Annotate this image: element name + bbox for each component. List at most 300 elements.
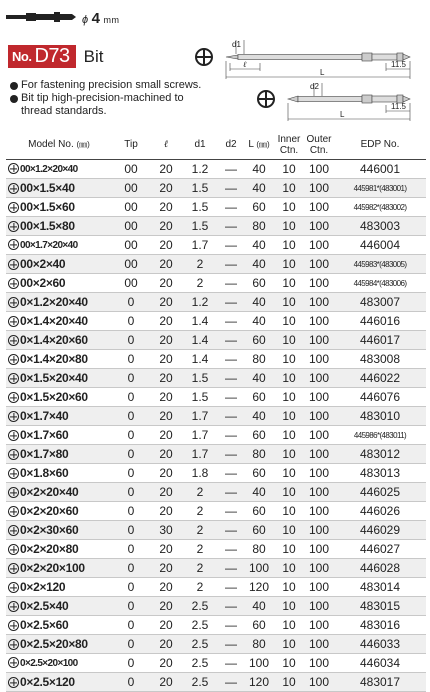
outer-cell: 100 xyxy=(304,464,334,483)
tip-cell: 0 xyxy=(112,521,150,540)
edp-cell: 446026 xyxy=(334,502,426,521)
L-cell: 80 xyxy=(244,445,274,464)
phillips-cross-icon xyxy=(8,544,19,555)
model-number-cell: 0×1.4×20×40 xyxy=(6,312,112,331)
col-inner: Inner Ctn. xyxy=(274,130,304,160)
phillips-cross-icon xyxy=(8,487,19,498)
d2-cell: — xyxy=(218,369,244,388)
model-number-cell: 0×2.5×60 xyxy=(6,616,112,635)
l-cell: 20 xyxy=(150,388,182,407)
tip-cell: 00 xyxy=(112,179,150,198)
col-L: L (㎜) xyxy=(244,130,274,160)
phillips-cross-icon xyxy=(8,202,19,213)
col-edp: EDP No. xyxy=(334,130,426,160)
tip-cell: 0 xyxy=(112,673,150,692)
inner-cell: 10 xyxy=(274,407,304,426)
edp-cell: 446033 xyxy=(334,635,426,654)
bit-silhouette-icon xyxy=(6,10,76,24)
table-row xyxy=(6,198,426,217)
tip-cell: 0 xyxy=(112,350,150,369)
model-number-cell: 0×1.5×20×60 xyxy=(6,388,112,407)
d2-cell: — xyxy=(218,502,244,521)
tip-cell: 0 xyxy=(112,483,150,502)
table-row xyxy=(6,407,426,426)
table-row xyxy=(6,274,426,293)
table-row xyxy=(6,331,426,350)
phillips-cross-icon xyxy=(8,468,19,479)
L-cell: 60 xyxy=(244,198,274,217)
outer-cell: 100 xyxy=(304,160,334,179)
model-number-cell: 0×1.7×60 xyxy=(6,426,112,445)
tip-cell: 0 xyxy=(112,407,150,426)
edp-cell: 483010 xyxy=(334,407,426,426)
l-cell: 20 xyxy=(150,236,182,255)
tip-cell: 0 xyxy=(112,578,150,597)
inner-cell: 10 xyxy=(274,350,304,369)
l-cell: 20 xyxy=(150,540,182,559)
phillips-cross-icon xyxy=(8,259,19,270)
edp-cell: 446004 xyxy=(334,236,426,255)
tip-cell: 0 xyxy=(112,388,150,407)
inner-cell: 10 xyxy=(274,369,304,388)
d1-cell: 1.2 xyxy=(182,293,218,312)
d2-cell: — xyxy=(218,521,244,540)
tip-cell: 00 xyxy=(112,255,150,274)
d1-cell: 1.5 xyxy=(182,217,218,236)
inner-cell: 10 xyxy=(274,445,304,464)
L-label-bottom: L xyxy=(340,110,345,119)
model-number-cell: 0×2×120 xyxy=(6,578,112,597)
edp-cell: 446016 xyxy=(334,312,426,331)
d1-cell: 1.2 xyxy=(182,160,218,179)
shaft-unit: mm xyxy=(103,15,120,25)
phillips-cross-icon xyxy=(8,297,19,308)
phillips-cross-section-icon-bottom xyxy=(258,91,274,107)
inner-cell: 10 xyxy=(274,578,304,597)
table-row xyxy=(6,179,426,198)
inner-cell: 10 xyxy=(274,540,304,559)
d2-cell: — xyxy=(218,540,244,559)
outer-cell: 100 xyxy=(304,521,334,540)
inner-cell: 10 xyxy=(274,616,304,635)
table-row xyxy=(6,350,426,369)
model-number-cell: 0×1.5×20×40 xyxy=(6,369,112,388)
tip-cell: 0 xyxy=(112,616,150,635)
l-cell: 20 xyxy=(150,350,182,369)
tip-cell: 00 xyxy=(112,160,150,179)
d2-label: d2 xyxy=(310,82,319,91)
l-cell: 20 xyxy=(150,597,182,616)
outer-cell: 100 xyxy=(304,369,334,388)
d1-cell: 2.5 xyxy=(182,597,218,616)
edp-cell: 446029 xyxy=(334,521,426,540)
col-outer: Outer Ctn. xyxy=(304,130,334,160)
table-row xyxy=(6,635,426,654)
hex-length-label: 11.5 xyxy=(391,60,406,69)
l-cell: 30 xyxy=(150,521,182,540)
inner-cell: 10 xyxy=(274,217,304,236)
d1-cell: 2 xyxy=(182,502,218,521)
model-number-cell: 0×2.5×20×100 xyxy=(6,654,112,673)
l-label: ℓ xyxy=(243,60,247,69)
outer-cell: 100 xyxy=(304,293,334,312)
inner-cell: 10 xyxy=(274,198,304,217)
d2-cell: — xyxy=(218,217,244,236)
col-d1: d1 xyxy=(182,130,218,160)
l-cell: 20 xyxy=(150,673,182,692)
shaft-diameter-value: 4 xyxy=(91,10,101,27)
model-number-cell: 00×1.5×40 xyxy=(6,179,112,198)
d1-cell: 2 xyxy=(182,578,218,597)
l-cell: 20 xyxy=(150,445,182,464)
d2-cell: — xyxy=(218,274,244,293)
tip-cell: 0 xyxy=(112,293,150,312)
edp-cell: 446076 xyxy=(334,388,426,407)
product-number-badge xyxy=(8,45,76,68)
table-row xyxy=(6,464,426,483)
d1-cell: 2 xyxy=(182,521,218,540)
edp-cell: 446022 xyxy=(334,369,426,388)
phillips-cross-icon xyxy=(8,183,19,194)
outer-cell: 100 xyxy=(304,350,334,369)
feature-item: Bit tip high-precision-machined to thread standards. xyxy=(10,92,201,118)
model-number-cell: 00×2×60 xyxy=(6,274,112,293)
d2-cell: — xyxy=(218,179,244,198)
phi-symbol: ϕ xyxy=(82,14,89,26)
d1-label: d1 xyxy=(232,40,241,49)
edp-cell: 483013 xyxy=(334,464,426,483)
phillips-cross-icon xyxy=(8,506,19,517)
d1-cell: 2.5 xyxy=(182,616,218,635)
l-cell: 20 xyxy=(150,578,182,597)
edp-cell: 446028 xyxy=(334,559,426,578)
edp-cell: 445984*(483006) xyxy=(334,274,426,293)
d2-cell: — xyxy=(218,293,244,312)
d1-cell: 1.7 xyxy=(182,236,218,255)
edp-cell: 445982*(483002) xyxy=(334,198,426,217)
L-cell: 40 xyxy=(244,236,274,255)
edp-cell: 483014 xyxy=(334,578,426,597)
l-cell: 20 xyxy=(150,426,182,445)
tip-cell: 0 xyxy=(112,540,150,559)
inner-cell: 10 xyxy=(274,179,304,198)
L-cell: 120 xyxy=(244,673,274,692)
feature-list xyxy=(10,79,201,118)
L-cell: 120 xyxy=(244,578,274,597)
d2-cell: — xyxy=(218,445,244,464)
d2-cell: — xyxy=(218,331,244,350)
d2-cell: — xyxy=(218,426,244,445)
tip-cell: 0 xyxy=(112,654,150,673)
L-cell: 80 xyxy=(244,350,274,369)
outer-cell: 100 xyxy=(304,198,334,217)
outer-cell: 100 xyxy=(304,407,334,426)
L-cell: 60 xyxy=(244,521,274,540)
phillips-cross-icon xyxy=(8,430,19,441)
phillips-cross-icon xyxy=(8,620,19,631)
table-row xyxy=(6,540,426,559)
tip-cell: 00 xyxy=(112,217,150,236)
l-cell: 20 xyxy=(150,464,182,483)
model-number-cell: 0×1.2×20×40 xyxy=(6,293,112,312)
d1-cell: 1.7 xyxy=(182,407,218,426)
col-tip: Tip xyxy=(112,130,150,160)
d2-cell: — xyxy=(218,597,244,616)
l-cell: 20 xyxy=(150,407,182,426)
model-number-cell: 00×1.5×80 xyxy=(6,217,112,236)
L-cell: 60 xyxy=(244,274,274,293)
model-number-cell: 00×2×40 xyxy=(6,255,112,274)
l-cell: 20 xyxy=(150,274,182,293)
d1-cell: 2.5 xyxy=(182,654,218,673)
inner-cell: 10 xyxy=(274,274,304,293)
edp-cell: 483016 xyxy=(334,616,426,635)
table-row xyxy=(6,597,426,616)
phillips-cross-icon xyxy=(8,354,19,365)
outer-cell: 100 xyxy=(304,578,334,597)
model-number-cell: 0×1.7×80 xyxy=(6,445,112,464)
table-row xyxy=(6,616,426,635)
inner-cell: 10 xyxy=(274,312,304,331)
inner-cell: 10 xyxy=(274,255,304,274)
edp-cell: 446027 xyxy=(334,540,426,559)
table-row xyxy=(6,293,426,312)
l-cell: 20 xyxy=(150,198,182,217)
tip-cell: 0 xyxy=(112,331,150,350)
phillips-cross-icon xyxy=(8,449,19,460)
inner-cell: 10 xyxy=(274,635,304,654)
l-cell: 20 xyxy=(150,179,182,198)
outer-cell: 100 xyxy=(304,616,334,635)
d2-cell: — xyxy=(218,654,244,673)
product-name: Bit xyxy=(83,46,104,66)
bit-dimension-diagram xyxy=(190,35,430,127)
phillips-cross-icon xyxy=(8,316,19,327)
L-cell: 40 xyxy=(244,255,274,274)
outer-cell: 100 xyxy=(304,635,334,654)
L-cell: 40 xyxy=(244,369,274,388)
tip-cell: 0 xyxy=(112,369,150,388)
inner-cell: 10 xyxy=(274,483,304,502)
d1-cell: 2 xyxy=(182,483,218,502)
table-row xyxy=(6,578,426,597)
table-row xyxy=(6,654,426,673)
d2-cell: — xyxy=(218,255,244,274)
l-cell: 20 xyxy=(150,160,182,179)
phillips-cross-icon xyxy=(8,221,19,232)
L-cell: 40 xyxy=(244,407,274,426)
d1-cell: 1.8 xyxy=(182,464,218,483)
L-cell: 60 xyxy=(244,464,274,483)
d2-cell: — xyxy=(218,312,244,331)
L-cell: 60 xyxy=(244,616,274,635)
model-number-cell: 0×1.4×20×80 xyxy=(6,350,112,369)
outer-cell: 100 xyxy=(304,179,334,198)
outer-cell: 100 xyxy=(304,217,334,236)
hex-length-label-bottom: 11.5 xyxy=(391,102,406,111)
edp-cell: 445981*(483001) xyxy=(334,179,426,198)
col-model: Model No. (㎜) xyxy=(6,130,112,160)
l-cell: 20 xyxy=(150,293,182,312)
L-cell: 40 xyxy=(244,179,274,198)
l-cell: 20 xyxy=(150,616,182,635)
d1-cell: 1.4 xyxy=(182,312,218,331)
l-cell: 20 xyxy=(150,483,182,502)
l-cell: 20 xyxy=(150,654,182,673)
phillips-cross-icon xyxy=(8,163,19,174)
L-cell: 40 xyxy=(244,597,274,616)
inner-cell: 10 xyxy=(274,597,304,616)
outer-cell: 100 xyxy=(304,331,334,350)
inner-cell: 10 xyxy=(274,673,304,692)
edp-cell: 446025 xyxy=(334,483,426,502)
tip-cell: 00 xyxy=(112,198,150,217)
tip-cell: 0 xyxy=(112,426,150,445)
model-number-cell: 0×2.5×40 xyxy=(6,597,112,616)
d1-cell: 2 xyxy=(182,255,218,274)
l-cell: 20 xyxy=(150,312,182,331)
d1-cell: 1.5 xyxy=(182,198,218,217)
tip-cell: 0 xyxy=(112,312,150,331)
edp-cell: 483017 xyxy=(334,673,426,692)
inner-cell: 10 xyxy=(274,388,304,407)
phillips-cross-icon xyxy=(8,582,19,593)
l-cell: 20 xyxy=(150,255,182,274)
shaft-diameter-label xyxy=(82,10,119,27)
table-header-row xyxy=(6,130,426,160)
feature-item: For fastening precision small screws. xyxy=(10,79,201,92)
tip-cell: 0 xyxy=(112,635,150,654)
specification-table-wrapper xyxy=(6,130,426,692)
inner-cell: 10 xyxy=(274,464,304,483)
edp-cell: 483003 xyxy=(334,217,426,236)
table-row xyxy=(6,312,426,331)
inner-cell: 10 xyxy=(274,559,304,578)
L-cell: 60 xyxy=(244,331,274,350)
product-no-prefix: No. xyxy=(12,49,32,64)
outer-cell: 100 xyxy=(304,312,334,331)
table-row xyxy=(6,426,426,445)
outer-cell: 100 xyxy=(304,483,334,502)
L-cell: 40 xyxy=(244,293,274,312)
model-number-cell: 0×2.5×20×80 xyxy=(6,635,112,654)
l-cell: 20 xyxy=(150,502,182,521)
phillips-cross-icon xyxy=(8,563,19,574)
phillips-cross-icon xyxy=(8,601,19,612)
model-number-cell: 0×2×20×80 xyxy=(6,540,112,559)
outer-cell: 100 xyxy=(304,255,334,274)
L-cell: 60 xyxy=(244,388,274,407)
d2-cell: — xyxy=(218,388,244,407)
d2-cell: — xyxy=(218,350,244,369)
specification-table xyxy=(6,130,426,692)
l-cell: 20 xyxy=(150,369,182,388)
inner-cell: 10 xyxy=(274,521,304,540)
edp-cell: 446034 xyxy=(334,654,426,673)
tip-cell: 0 xyxy=(112,597,150,616)
phillips-cross-icon xyxy=(8,335,19,346)
edp-cell: 446017 xyxy=(334,331,426,350)
d1-cell: 1.4 xyxy=(182,331,218,350)
d1-cell: 1.4 xyxy=(182,350,218,369)
inner-cell: 10 xyxy=(274,426,304,445)
model-number-cell: 0×2×20×40 xyxy=(6,483,112,502)
l-cell: 20 xyxy=(150,559,182,578)
phillips-cross-icon xyxy=(8,373,19,384)
d2-cell: — xyxy=(218,559,244,578)
d1-cell: 2 xyxy=(182,559,218,578)
phillips-cross-icon xyxy=(8,639,19,650)
edp-cell: 483012 xyxy=(334,445,426,464)
d1-cell: 1.5 xyxy=(182,179,218,198)
table-row xyxy=(6,673,426,692)
tip-cell: 0 xyxy=(112,502,150,521)
outer-cell: 100 xyxy=(304,236,334,255)
phillips-cross-icon xyxy=(8,411,19,422)
table-row xyxy=(6,445,426,464)
edp-cell: 483007 xyxy=(334,293,426,312)
inner-cell: 10 xyxy=(274,293,304,312)
table-row xyxy=(6,369,426,388)
table-body xyxy=(6,160,426,692)
phillips-cross-icon xyxy=(8,278,19,289)
edp-cell: 446001 xyxy=(334,160,426,179)
shaft-header xyxy=(0,0,430,38)
d1-cell: 2 xyxy=(182,540,218,559)
model-number-cell: 0×2×20×60 xyxy=(6,502,112,521)
tip-cell: 0 xyxy=(112,445,150,464)
phillips-cross-icon xyxy=(8,239,19,250)
L-cell: 80 xyxy=(244,217,274,236)
model-number-cell: 0×1.7×40 xyxy=(6,407,112,426)
d1-cell: 2.5 xyxy=(182,635,218,654)
edp-cell: 445986*(483011) xyxy=(334,426,426,445)
table-row xyxy=(6,559,426,578)
outer-cell: 100 xyxy=(304,445,334,464)
table-row xyxy=(6,388,426,407)
d2-cell: — xyxy=(218,483,244,502)
outer-cell: 100 xyxy=(304,426,334,445)
product-heading xyxy=(8,45,104,68)
model-number-cell: 0×1.8×60 xyxy=(6,464,112,483)
outer-cell: 100 xyxy=(304,388,334,407)
d2-cell: — xyxy=(218,578,244,597)
d2-cell: — xyxy=(218,407,244,426)
phillips-cross-icon xyxy=(8,392,19,403)
l-cell: 20 xyxy=(150,217,182,236)
d2-cell: — xyxy=(218,236,244,255)
outer-cell: 100 xyxy=(304,673,334,692)
phillips-cross-icon xyxy=(8,677,19,688)
L-cell: 40 xyxy=(244,312,274,331)
tip-cell: 0 xyxy=(112,464,150,483)
d1-cell: 2 xyxy=(182,274,218,293)
edp-cell: 483008 xyxy=(334,350,426,369)
inner-cell: 10 xyxy=(274,654,304,673)
d2-cell: — xyxy=(218,160,244,179)
edp-cell: 445983*(483005) xyxy=(334,255,426,274)
L-cell: 40 xyxy=(244,483,274,502)
outer-cell: 100 xyxy=(304,654,334,673)
l-cell: 20 xyxy=(150,635,182,654)
outer-cell: 100 xyxy=(304,540,334,559)
col-l: ℓ xyxy=(150,130,182,160)
bit-drawing-bottom xyxy=(288,82,410,121)
model-number-cell: 00×1.5×60 xyxy=(6,198,112,217)
L-cell: 100 xyxy=(244,559,274,578)
outer-cell: 100 xyxy=(304,502,334,521)
L-cell: 80 xyxy=(244,635,274,654)
